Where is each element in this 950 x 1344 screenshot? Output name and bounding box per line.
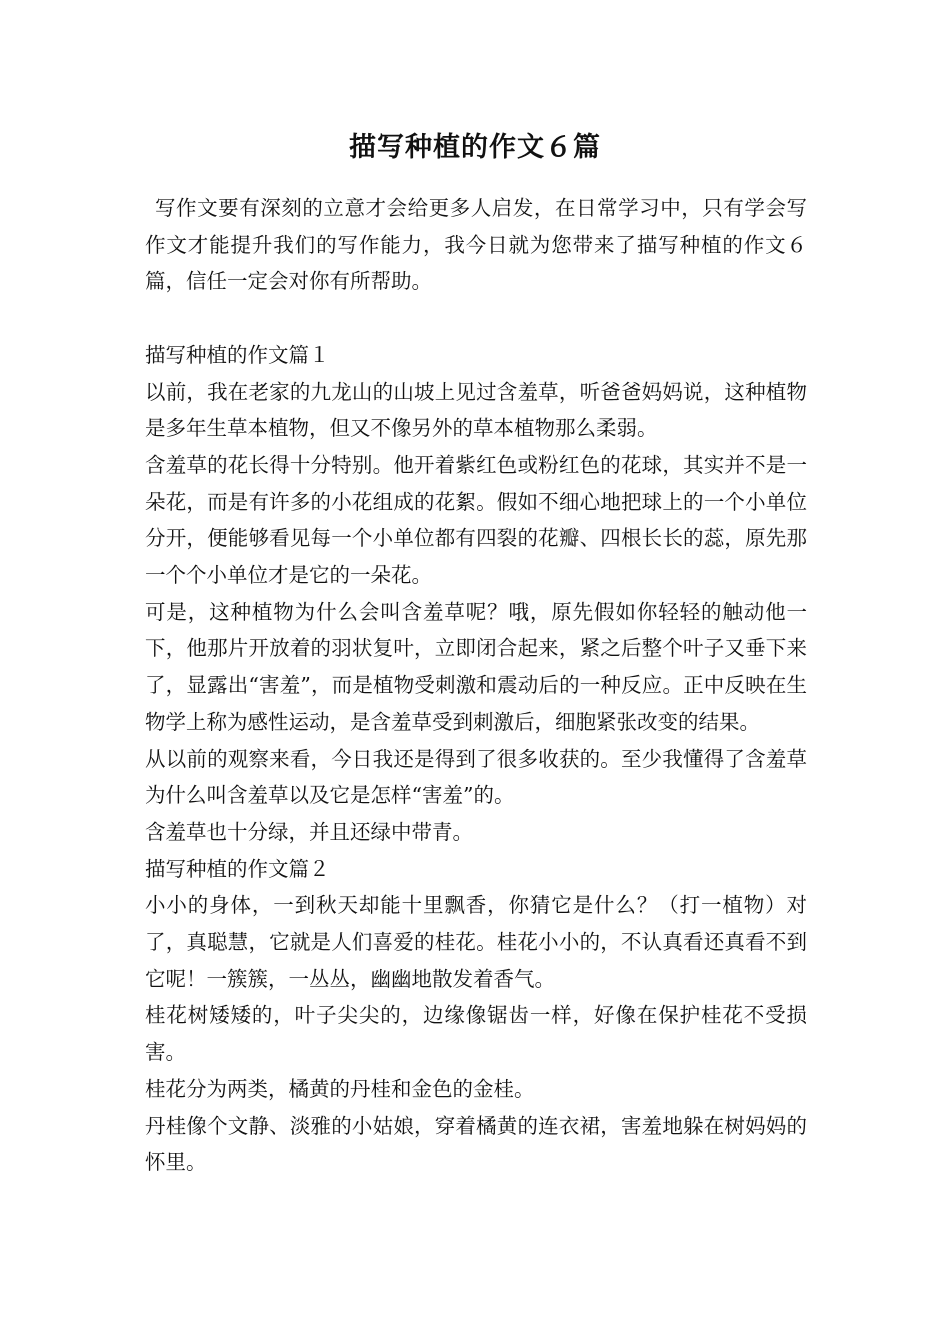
section-heading: 描写种植的作文篇１ (145, 342, 330, 367)
body-paragraph: 桂花树矮矮的，叶子尖尖的，边缘像锯齿一样，好像在保护桂花不受损害。 (145, 1003, 807, 1065)
body-paragraph: 从以前的观察来看，今日我还是得到了很多收获的。至少我懂得了含羞草为什么叫含羞草以及它是怎样“害羞”的。 (145, 746, 807, 808)
body-paragraph: 丹桂像个文静、淡雅的小姑娘，穿着橘黄的连衣裙，害羞地躲在树妈妈的怀里。 (145, 1113, 807, 1175)
body-paragraph: 小小的身体，一到秋天却能十里飘香，你猜它是什么？（打一植物）对了，真聪慧，它就是人们喜爱的桂花。桂花小小的，不认真看还真看不到它呢！一簇簇，一丛丛，幽幽地散发着香气。 (145, 893, 807, 991)
body-paragraph: 可是，这种植物为什么会叫含羞草呢？哦，原先假如你轻轻的触动他一下，他那片开放着的羽状复叶，立即闭合起来，紧之后整个叶子又垂下来了，显露出“害羞”，而是植物受刺激和震动后的一种反应。正中反映在生物学上称为感性运动，是含羞草受到刺激后，细胞紧张改变的结果。 (145, 599, 807, 734)
body-paragraph: 以前，我在老家的九龙山的山坡上见过含羞草，听爸爸妈妈说，这种植物是多年生草本植物，但又不像另外的草本植物那么柔弱。 (145, 379, 807, 441)
essay-section-2 (145, 851, 807, 1181)
body-paragraph: 含羞草的花长得十分特别。他开着紫红色或粉红色的花球，其实并不是一朵花，而是有许多的小花组成的花絮。假如不细心地把球上的一个小单位分开，便能够看见每一个小单位都有四裂的花瓣、四根长长的蕊，原先那一个个小单位才是它的一朵花。 (145, 452, 807, 588)
section-heading: 描写种植的作文篇２ (145, 856, 330, 881)
body-paragraph: 桂花分为两类，橘黄的丹桂和金色的金桂。 (145, 1076, 535, 1101)
intro-paragraph: 写作文要有深刻的立意才会给更多人启发，在日常学习中，只有学会写作文才能提升我们的写作能力，我今日就为您带来了描写种植的作文６篇，信任一定会对你有所帮助。 (145, 196, 807, 294)
essay-section-1 (145, 337, 807, 851)
document-body (145, 190, 807, 1181)
paragraph-spacer (145, 300, 807, 337)
body-paragraph: 含羞草也十分绿，并且还绿中带青。 (145, 819, 473, 844)
document-title: 描写种植的作文６篇 (349, 132, 601, 163)
